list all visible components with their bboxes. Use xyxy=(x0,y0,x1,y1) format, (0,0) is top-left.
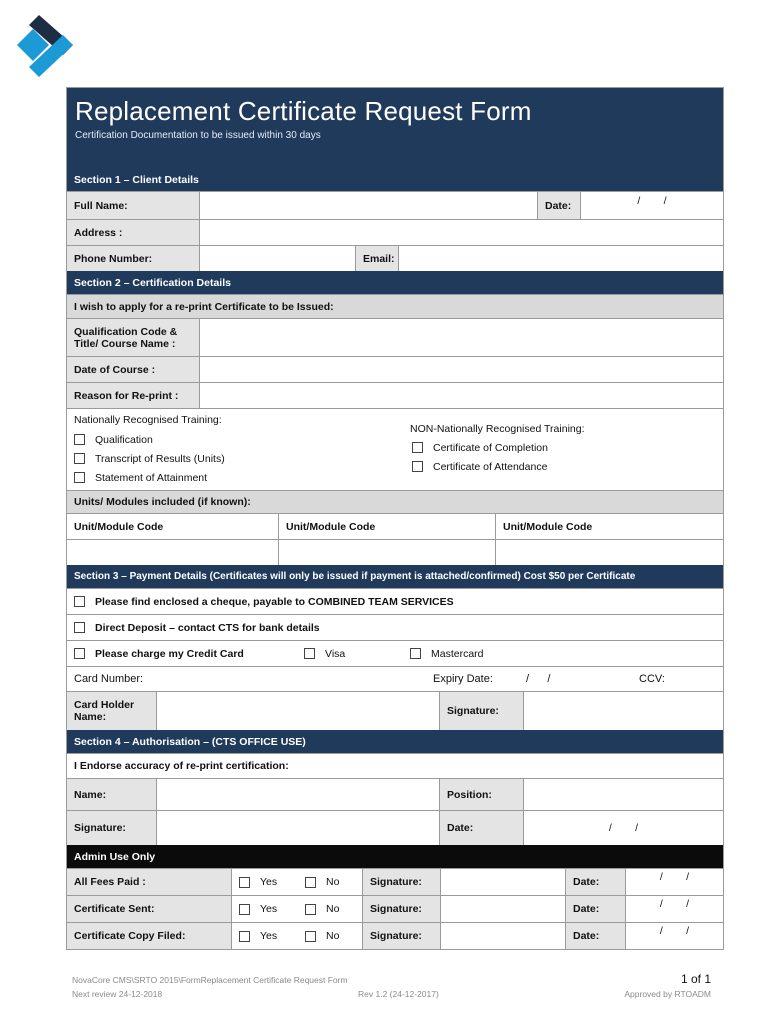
fees-signature-label: Signature: xyxy=(362,869,440,895)
phone-field[interactable] xyxy=(199,246,355,271)
sent-signature-label: Signature: xyxy=(362,896,440,922)
units-heading: Units/ Modules included (if known): xyxy=(67,490,723,513)
form-header xyxy=(67,88,723,168)
sent-date-label: Date: xyxy=(565,896,625,922)
checkbox[interactable] xyxy=(412,461,423,472)
checkbox[interactable] xyxy=(239,877,250,888)
unit-col-3: Unit/Module Code xyxy=(495,514,723,539)
admin-heading: Admin Use Only xyxy=(67,845,723,868)
option-visa[interactable]: Visa xyxy=(297,641,403,666)
unit-field-1[interactable] xyxy=(67,540,278,565)
auth-signature-field[interactable] xyxy=(156,811,439,845)
checkbox[interactable] xyxy=(410,648,421,659)
sent-date-field[interactable]: / / xyxy=(625,896,723,922)
phone-label: Phone Number: xyxy=(67,246,199,271)
company-logo xyxy=(15,15,85,80)
unit-field-3[interactable] xyxy=(495,540,723,565)
training-type-area xyxy=(67,408,723,490)
checkbox[interactable] xyxy=(305,904,316,915)
email-label: Email: xyxy=(355,246,398,271)
checkbox[interactable] xyxy=(74,472,85,483)
qualification-label-line2: Title/ Course Name : xyxy=(74,337,176,350)
filed-yes[interactable]: Yes xyxy=(231,923,298,949)
address-field[interactable] xyxy=(199,220,723,245)
date-label: Date: xyxy=(537,192,580,219)
section-4-heading: Section 4 – Authorisation – (CTS OFFICE USE) xyxy=(67,730,723,753)
form-frame xyxy=(66,87,724,950)
option-credit-card[interactable]: Please charge my Credit Card xyxy=(67,641,297,666)
section-1-heading: Section 1 – Client Details xyxy=(67,168,723,191)
ccv-label: CCV: xyxy=(639,673,665,685)
footer-path: NovaCore CMS\SRTO 2015\FormReplacement Certificate Request Form xyxy=(72,975,348,985)
email-field[interactable] xyxy=(398,246,723,271)
next-review: Next review 24-12-2018 xyxy=(72,989,163,999)
option-statement[interactable]: Statement of Attainment xyxy=(74,468,225,487)
copy-filed-label: Certificate Copy Filed: xyxy=(67,923,231,949)
full-name-field[interactable] xyxy=(199,192,537,219)
admin-row-sent xyxy=(67,895,723,922)
date-separator: / / xyxy=(637,195,667,207)
full-name-label: Full Name: xyxy=(67,192,199,219)
unit-field-2[interactable] xyxy=(278,540,495,565)
auth-date-field[interactable] xyxy=(523,811,723,845)
card-holder-field[interactable] xyxy=(156,692,439,730)
address-label: Address : xyxy=(67,220,199,245)
sent-no[interactable]: No xyxy=(298,896,362,922)
auth-name-label: Name: xyxy=(67,779,156,810)
cert-sent-label: Certificate Sent: xyxy=(67,896,231,922)
national-training-heading: Nationally Recognised Training: xyxy=(74,414,222,426)
expiry-separator: / / xyxy=(526,673,551,685)
date-field[interactable] xyxy=(580,192,723,219)
qualification-label-line1: Qualification Code & xyxy=(74,325,178,338)
section-3-heading: Section 3 – Payment Details (Certificates will only be issued if payment is attached/confirmed) Cost $50 per Certificate xyxy=(67,565,723,588)
checkbox[interactable] xyxy=(412,442,423,453)
filed-date-label: Date: xyxy=(565,923,625,949)
checkbox[interactable] xyxy=(305,877,316,888)
expiry-label: Expiry Date: xyxy=(433,673,493,685)
checkbox[interactable] xyxy=(74,434,85,445)
filed-no[interactable]: No xyxy=(298,923,362,949)
apply-reprint-label: I wish to apply for a re-print Certificate to be Issued: xyxy=(67,294,723,318)
revision: Rev 1.2 (24-12-2017) xyxy=(358,989,439,999)
checkbox[interactable] xyxy=(74,453,85,464)
checkbox[interactable] xyxy=(239,931,250,942)
auth-date-label: Date: xyxy=(439,811,523,845)
sent-yes[interactable]: Yes xyxy=(231,896,298,922)
filed-signature-label: Signature: xyxy=(362,923,440,949)
filed-signature-field[interactable] xyxy=(440,923,565,949)
footer-line-1 xyxy=(72,972,717,986)
card-holder-label: Card Holder Name: xyxy=(67,692,156,730)
auth-position-label: Position: xyxy=(439,779,523,810)
date-of-course-field[interactable] xyxy=(199,357,723,382)
auth-date-separator: / / xyxy=(608,822,639,834)
checkbox[interactable] xyxy=(239,904,250,915)
checkbox[interactable] xyxy=(304,648,315,659)
card-number-label: Card Number: xyxy=(74,673,144,685)
option-qualification[interactable]: Qualification xyxy=(74,430,225,449)
admin-row-filed xyxy=(67,922,723,949)
checkbox[interactable] xyxy=(305,931,316,942)
qualification-field[interactable] xyxy=(199,319,723,356)
filed-date-field[interactable]: / / xyxy=(625,923,723,949)
endorse-label: I Endorse accuracy of re-print certification: xyxy=(74,760,289,772)
admin-row-fees xyxy=(67,868,723,895)
sent-signature-field[interactable] xyxy=(440,896,565,922)
checkbox[interactable] xyxy=(74,648,85,659)
fees-date-label: Date: xyxy=(565,869,625,895)
card-number-row xyxy=(67,666,723,691)
checkbox[interactable] xyxy=(74,596,85,607)
form-title: Replacement Certificate Request Form xyxy=(75,96,532,126)
option-mastercard[interactable]: Mastercard xyxy=(403,641,603,666)
fees-signature-field[interactable] xyxy=(440,869,565,895)
checkbox[interactable] xyxy=(74,622,85,633)
qualification-label xyxy=(67,319,199,356)
auth-name-field[interactable] xyxy=(156,779,439,810)
option-direct-deposit[interactable]: Direct Deposit – contact CTS for bank details xyxy=(67,615,723,640)
fees-date-field[interactable]: / / xyxy=(625,869,723,895)
fees-yes[interactable]: Yes xyxy=(231,869,298,895)
option-cheque[interactable]: Please find enclosed a cheque, payable to COMBINED TEAM SERVICES xyxy=(67,589,723,614)
unit-col-2: Unit/Module Code xyxy=(278,514,495,539)
option-attendance[interactable]: Certificate of Attendance xyxy=(410,457,585,476)
form-subtitle: Certification Documentation to be issued within 30 days xyxy=(75,130,321,141)
non-national-training-heading: NON-Nationally Recognised Training: xyxy=(410,423,585,435)
option-completion[interactable]: Certificate of Completion xyxy=(410,438,585,457)
reason-label: Reason for Re-print : xyxy=(67,383,199,408)
date-of-course-label: Date of Course : xyxy=(67,357,199,382)
page-number: 1 of 1 xyxy=(680,972,711,986)
fees-no[interactable]: No xyxy=(298,869,362,895)
section-2-heading: Section 2 – Certification Details xyxy=(67,271,723,294)
option-transcript[interactable]: Transcript of Results (Units) xyxy=(74,449,225,468)
payment-signature-field[interactable] xyxy=(523,692,723,730)
reason-field[interactable] xyxy=(199,383,723,408)
unit-col-1: Unit/Module Code xyxy=(67,514,278,539)
footer-line-2 xyxy=(72,989,717,999)
approved-by: Approved by RTOADM xyxy=(624,989,711,999)
payment-signature-label: Signature: xyxy=(439,692,523,730)
auth-position-field[interactable] xyxy=(523,779,723,810)
fees-paid-label: All Fees Paid : xyxy=(67,869,231,895)
auth-signature-label: Signature: xyxy=(67,811,156,845)
